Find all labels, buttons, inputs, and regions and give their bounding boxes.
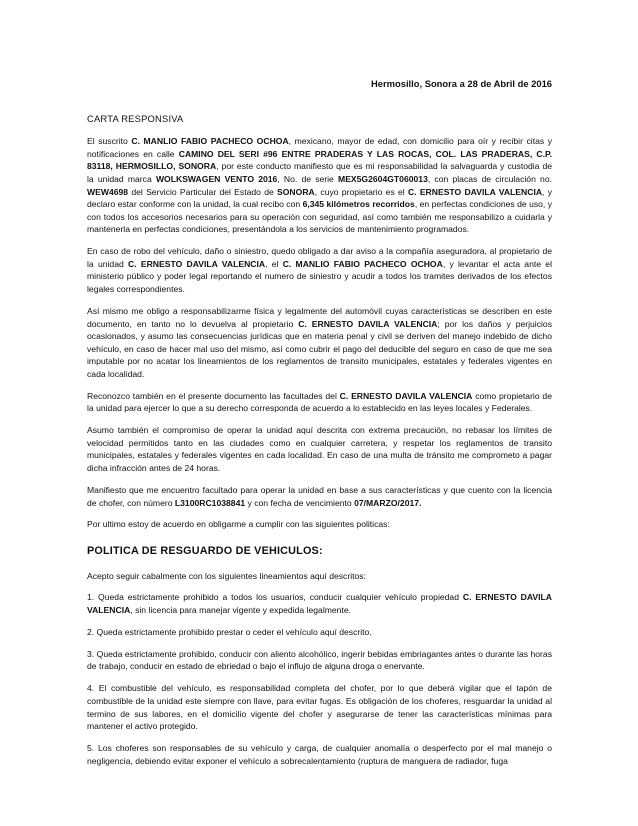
paragraph-declaration — [87, 135, 552, 236]
vehicle-model: WOLKSWAGEN VENTO 2016 — [155, 173, 278, 184]
paragraph-text: Por ultimo estoy de acuerdo en obligarme a cumplir con las siguientes politicas: — [87, 519, 390, 530]
address: CAMINO DEL SERI #96 ENTRE PRADERAS Y LAS ROCAS, COL. LAS PRADERAS, C.P. 83118, HERMOSILLO, SONORA — [87, 148, 553, 172]
paragraph-text: Asumo también el compromiso de operar la unidad aquí descrita con extrema precaución, no rebasar los límites de velocidad permitidos tanto en las ciudades como en cualquier carretera, y respetar los reglamentos de transito municipales, estatales y federales vigentes en cada localidad. En caso de una multa de tránsito me comprometo a pagar dicha infracción antes de 24 horas. — [87, 425, 552, 474]
policy-section-title: POLITICA DE RESGUARDO DE VEHICULOS: — [87, 545, 323, 557]
responsible-name: C. MANLIO FABIO PACHECO OCHOA — [282, 258, 443, 269]
owner-name: C. ERNESTO DAVILA VALENCIA — [87, 592, 553, 616]
paragraph-text: del Servicio Particular del Estado de — [128, 186, 278, 197]
paragraph-text: , No. de serie — [277, 173, 339, 184]
paragraph-text: Así mismo me obligo a responsabilizarme física y legalmente del automóvil cuyas características se describen en este documento, en tanto no lo devuelva al propietario — [87, 305, 552, 329]
paragraph-text: , y levantar el acta ante el ministerio público y poder legal reportando el numero de siniestro y acudir a todos los tramites derivados de los efectos legales correspondientes. — [87, 258, 552, 295]
paragraph-text: El suscrito — [87, 136, 132, 147]
paragraph-text: , cuyo propietario es el — [314, 186, 408, 197]
paragraph-owner-rights — [87, 390, 552, 415]
paragraph-liability — [87, 305, 552, 381]
paragraph-text: , mexicano, mayor de edad, con domicilio para oír y recibir citas y notificaciones en calle — [87, 136, 553, 159]
paragraph-text: , en perfectas condiciones de uso, y con todos los accesorios necesarios para su operación con seguridad, así como también me responsabilizo a cuidarla y mantenerla en perfectas condiciones, presentándola a los servicios de mantenimiento programados. — [87, 199, 553, 235]
policy-rule-3: 3. Queda estrictamente prohibido, conducir con aliento alcohólico, ingerir bebidas embriagantes antes o durante las horas de trabajo, conducir en estado de ebriedad o bajo el influjo de alguna droga o enervante. — [87, 648, 552, 672]
owner-name: C. ERNESTO DAVILA VALENCIA — [339, 390, 473, 401]
mileage: 6,345 kilómetros recorridos — [302, 199, 415, 210]
policy-rule-2: 2. Queda estrictamente prohibido prestar o ceder el vehículo aquí descrito. — [87, 626, 372, 637]
paragraph-text: , por este conducto manifiesto que es mi responsabilidad la salvaguarda y custodia de la unidad marca — [87, 161, 552, 184]
policy-rule-5: 5. Los choferes son responsables de su vehículo y carga, de cualquier anomalía o desperfecto por el mal manejo o negligencia, debiendo evitar exponer el vehículo a sobrecalentamiento (ruptura de manguera de radiador, fuga — [87, 743, 552, 766]
paragraph-text: Reconozco también en el presente documento las facultades del — [87, 390, 340, 401]
owner-name: C. ERNESTO DAVILA VALENCIA — [298, 318, 438, 329]
owner-name: C. ERNESTO DAVILA VALENCIA — [407, 186, 543, 197]
paragraph-text: , sin licencia para manejar vigente y expedida legalmente. — [130, 605, 351, 616]
policy-intro: Acepto seguir cabalmente con los siguientes lineamientos aquí descritos: — [87, 570, 366, 581]
paragraph-text: 1. Queda estrictamente prohibido a todos los usuarios, conducir cualquier vehículo propiedad — [87, 592, 463, 603]
paragraph-text: como propietario de la unidad para ejercer lo que a su derecho corresponda de acuerdo a lo establecido en las leyes locales y Federales. — [87, 390, 552, 414]
license-expiry: 07/MARZO/2017. — [354, 497, 422, 508]
paragraph-text: Manifiesto que me encuentro facultado para operar la unidad en base a sus características y que cuento con la licencia de chofer, con número — [87, 484, 552, 508]
paragraph-policies-intro — [87, 518, 552, 531]
policy-rule-4: 4. El combustible del vehículo, es responsabilidad completa del chofer, por lo que deberá vigilar que el tapón de combustible de la unidad este siempre con llave, para evitar fugas. Es obligación de los choferes, resguardar la unidad al termino de sus labores, en el domicilio vigente del chofer y asegurarse de tener las características mínimas para mantener el activo protegido. — [87, 683, 552, 732]
paragraph-text: y con fecha de vencimiento — [245, 497, 355, 508]
paragraph-text: , con placas de circulación no. — [427, 173, 552, 184]
paragraph-driving-commitment — [87, 424, 552, 474]
serial-number: MEX5G2604GT060013 — [338, 173, 428, 184]
owner-name: C. ERNESTO DAVILA VALENCIA — [128, 258, 266, 269]
paragraph-text: En caso de robo del vehículo, daño o siniestro, quedo obligado a dar aviso a la compañía aseguradora, al propietario de la unidad — [87, 246, 552, 269]
responsible-name: C. MANLIO FABIO PACHECO OCHOA — [131, 136, 289, 147]
license-number: L3100RC1038841 — [174, 497, 246, 508]
state-name: SONORA — [277, 186, 315, 197]
paragraph-theft — [87, 245, 552, 295]
policy-rule-1 — [87, 591, 552, 616]
paragraph-text: , el — [265, 258, 283, 269]
paragraph-text: ; por los daños y perjuicios ocasionados, y asumo las consecuencias jurídicas que en materia penal y civil se deriven del manejo indebido de dicho vehículo, en caso de hacer mal uso del mismo, así como cubrir el pago del deducible del seguro en caso de que me sea imputable por no acatar los lineamientos de los reglamentos de transito municipales, estatales y federales vigentes en cada localidad. — [87, 318, 552, 379]
paragraph-text: , y declaro estar conforme con la unidad, la cual recibo con — [87, 186, 552, 210]
document-title: CARTA RESPONSIVA — [87, 112, 184, 124]
paragraph-license — [87, 484, 552, 509]
license-plate: WEW4698 — [87, 186, 129, 197]
place-date: Hermosillo, Sonora a 28 de Abril de 2016 — [371, 78, 552, 89]
